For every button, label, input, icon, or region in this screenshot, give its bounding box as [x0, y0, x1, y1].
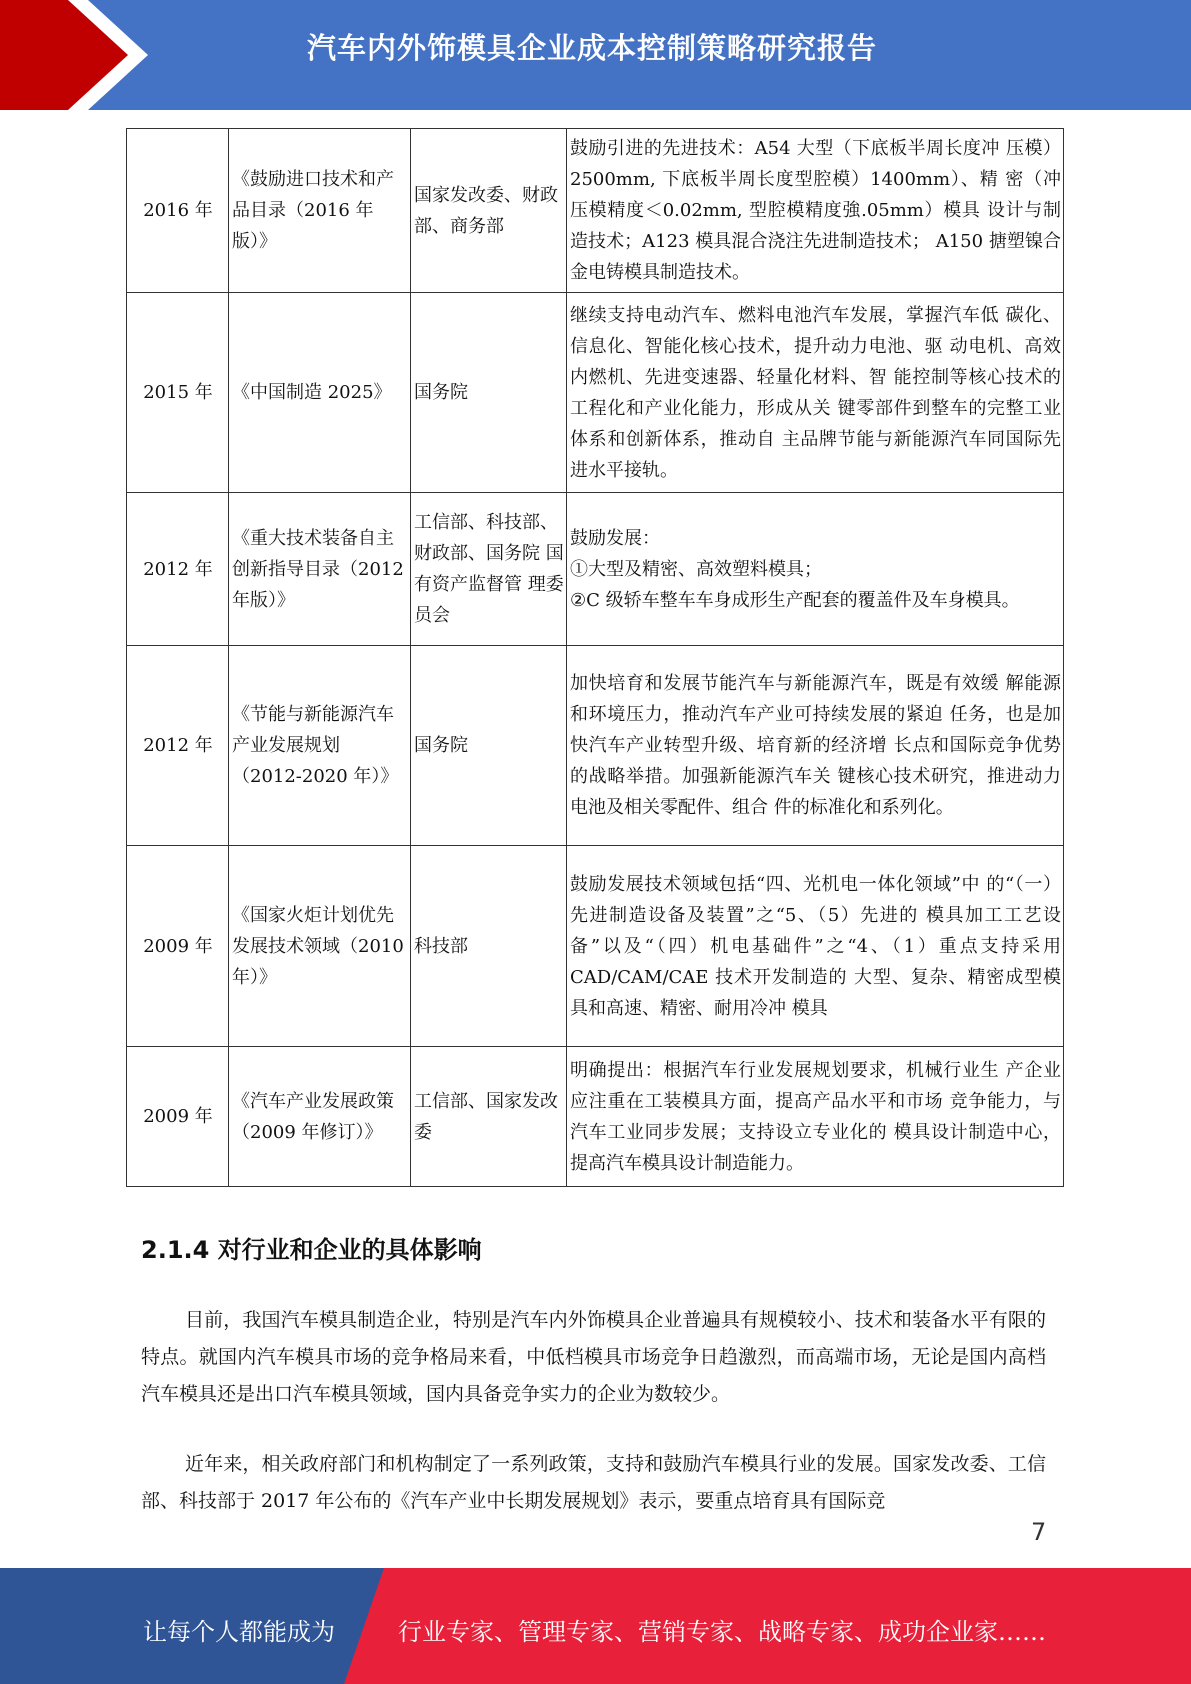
- organization-cell: 国家发改委、财政部、商务部: [411, 129, 567, 293]
- document-cell: 《中国制造 2025》: [229, 293, 411, 493]
- page-number: 7: [1031, 1518, 1047, 1546]
- page-header: [0, 0, 1191, 110]
- content-cell: [567, 493, 1064, 646]
- content-cell: 鼓励引进的先进技术：A54 大型（下底板半周长度冲 压模）2500mm, 下底板半周长度型腔模）1400mm）、精 密（冲压模精度＜0.02mm, 型腔模精度強.05mm）模具 设计与制造技术；A123 模具混合浇注先进制造技术； A150 搪塑镍合金电铸模具制造技术。: [567, 129, 1064, 293]
- footer-slogan-right: 行业专家、管理专家、营销专家、战略专家、成功企业家……: [398, 1618, 1046, 1646]
- table-row: [127, 493, 1064, 646]
- year-cell: 2016 年: [127, 129, 229, 293]
- year-cell: 2009 年: [127, 846, 229, 1047]
- table-row: [127, 646, 1064, 846]
- document-cell: 《节能与新能源汽车产业发展规划（2012-2020 年）》: [229, 646, 411, 846]
- document-cell: 《汽车产业发展政策（2009 年修订）》: [229, 1047, 411, 1187]
- table-row: [127, 129, 1064, 293]
- table-row: [127, 1047, 1064, 1187]
- policy-table: [126, 128, 1064, 1187]
- page-footer: [0, 1568, 1191, 1684]
- year-cell: 2015 年: [127, 293, 229, 493]
- content-cell: 明确提出：根据汽车行业发展规划要求，机械行业生 产企业应注重在工装模具方面，提高产品水平和市场 竞争能力，与汽车工业同步发展；支持设立专业化的 模具设计制造中心，提高汽车模具设计制造能力。: [567, 1047, 1064, 1187]
- organization-cell: 工信部、科技部、 财政部、国务院 国有资产监督管 理委员会: [411, 493, 567, 646]
- year-cell: 2012 年: [127, 646, 229, 846]
- organization-cell: 工信部、国家发改委: [411, 1047, 567, 1187]
- table-row: [127, 293, 1064, 493]
- year-cell: 2009 年: [127, 1047, 229, 1187]
- content-line: ①大型及精密、高效塑料模具；: [570, 558, 822, 580]
- content-line: 鼓励发展：: [570, 527, 660, 549]
- content-line: ②C 级轿车整车车身成形生产配套的覆盖件及车身模具。: [570, 589, 1020, 611]
- organization-cell: 国务院: [411, 293, 567, 493]
- organization-cell: 科技部: [411, 846, 567, 1047]
- header-chevron-decoration: [0, 0, 160, 110]
- body-paragraph: 目前，我国汽车模具制造企业，特别是汽车内外饰模具企业普遍具有规模较小、技术和装备水平有限的特点。就国内汽车模具市场的竞争格局来看，中低档模具市场竞争日趋激烈，而高端市场，无论是国内高档汽车模具还是出口汽车模具领域，国内具备竞争实力的企业为数较少。: [141, 1309, 1046, 1405]
- year-cell: 2012 年: [127, 493, 229, 646]
- footer-slogan-left: 让每个人都能成为: [143, 1618, 335, 1646]
- body-paragraph: 近年来，相关政府部门和机构制定了一系列政策，支持和鼓励汽车模具行业的发展。国家发改委、工信部、科技部于 2017 年公布的《汽车产业中长期发展规划》表示，要重点培育具有国际竞: [141, 1453, 1046, 1512]
- document-cell: 《重大技术装备自主创新指导目录（2012 年版）》: [229, 493, 411, 646]
- content-cell: 加快培育和发展节能汽车与新能源汽车，既是有效缓 解能源和环境压力，推动汽车产业可持续发展的紧迫 任务，也是加快汽车产业转型升级、培育新的经济增 长点和国际竞争优势的战略举措。加强新能源汽车关 键核心技术研究，推进动力电池及相关零配件、组合 件的标准化和系列化。: [567, 646, 1064, 846]
- content-cell: 继续支持电动汽车、燃料电池汽车发展，掌握汽车低 碳化、信息化、智能化核心技术，提升动力电池、驱 动电机、高效内燃机、先进变速器、轻量化材料、智 能控制等核心技术的工程化和产业化能力，形成从关 键零部件到整车的完整工业体系和创新体系，推动自 主品牌节能与新能源汽车同国际先进水平接轨。: [567, 293, 1064, 493]
- section-heading: 2.1.4 对行业和企业的具体影响: [141, 1236, 482, 1264]
- table-row: [127, 846, 1064, 1047]
- content-cell: 鼓励发展技术领域包括“四、光机电一体化领域”中 的“（一）先进制造设备及装置”之“5、（5）先进的 模具加工工艺设备”以及“（四）机电基础件”之“4、（1）重点支持采用 CAD/CAM/CAE 技术开发制造的 大型、复杂、精密成型模具和高速、精密、耐用冷冲 模具: [567, 846, 1064, 1047]
- organization-cell: 国务院: [411, 646, 567, 846]
- document-cell: 《国家火炬计划优先发展技术领域（2010 年）》: [229, 846, 411, 1047]
- document-cell: 《鼓励进口技术和产品目录（2016 年版）》: [229, 129, 411, 293]
- header-title: 汽车内外饰模具企业成本控制策略研究报告: [307, 31, 878, 65]
